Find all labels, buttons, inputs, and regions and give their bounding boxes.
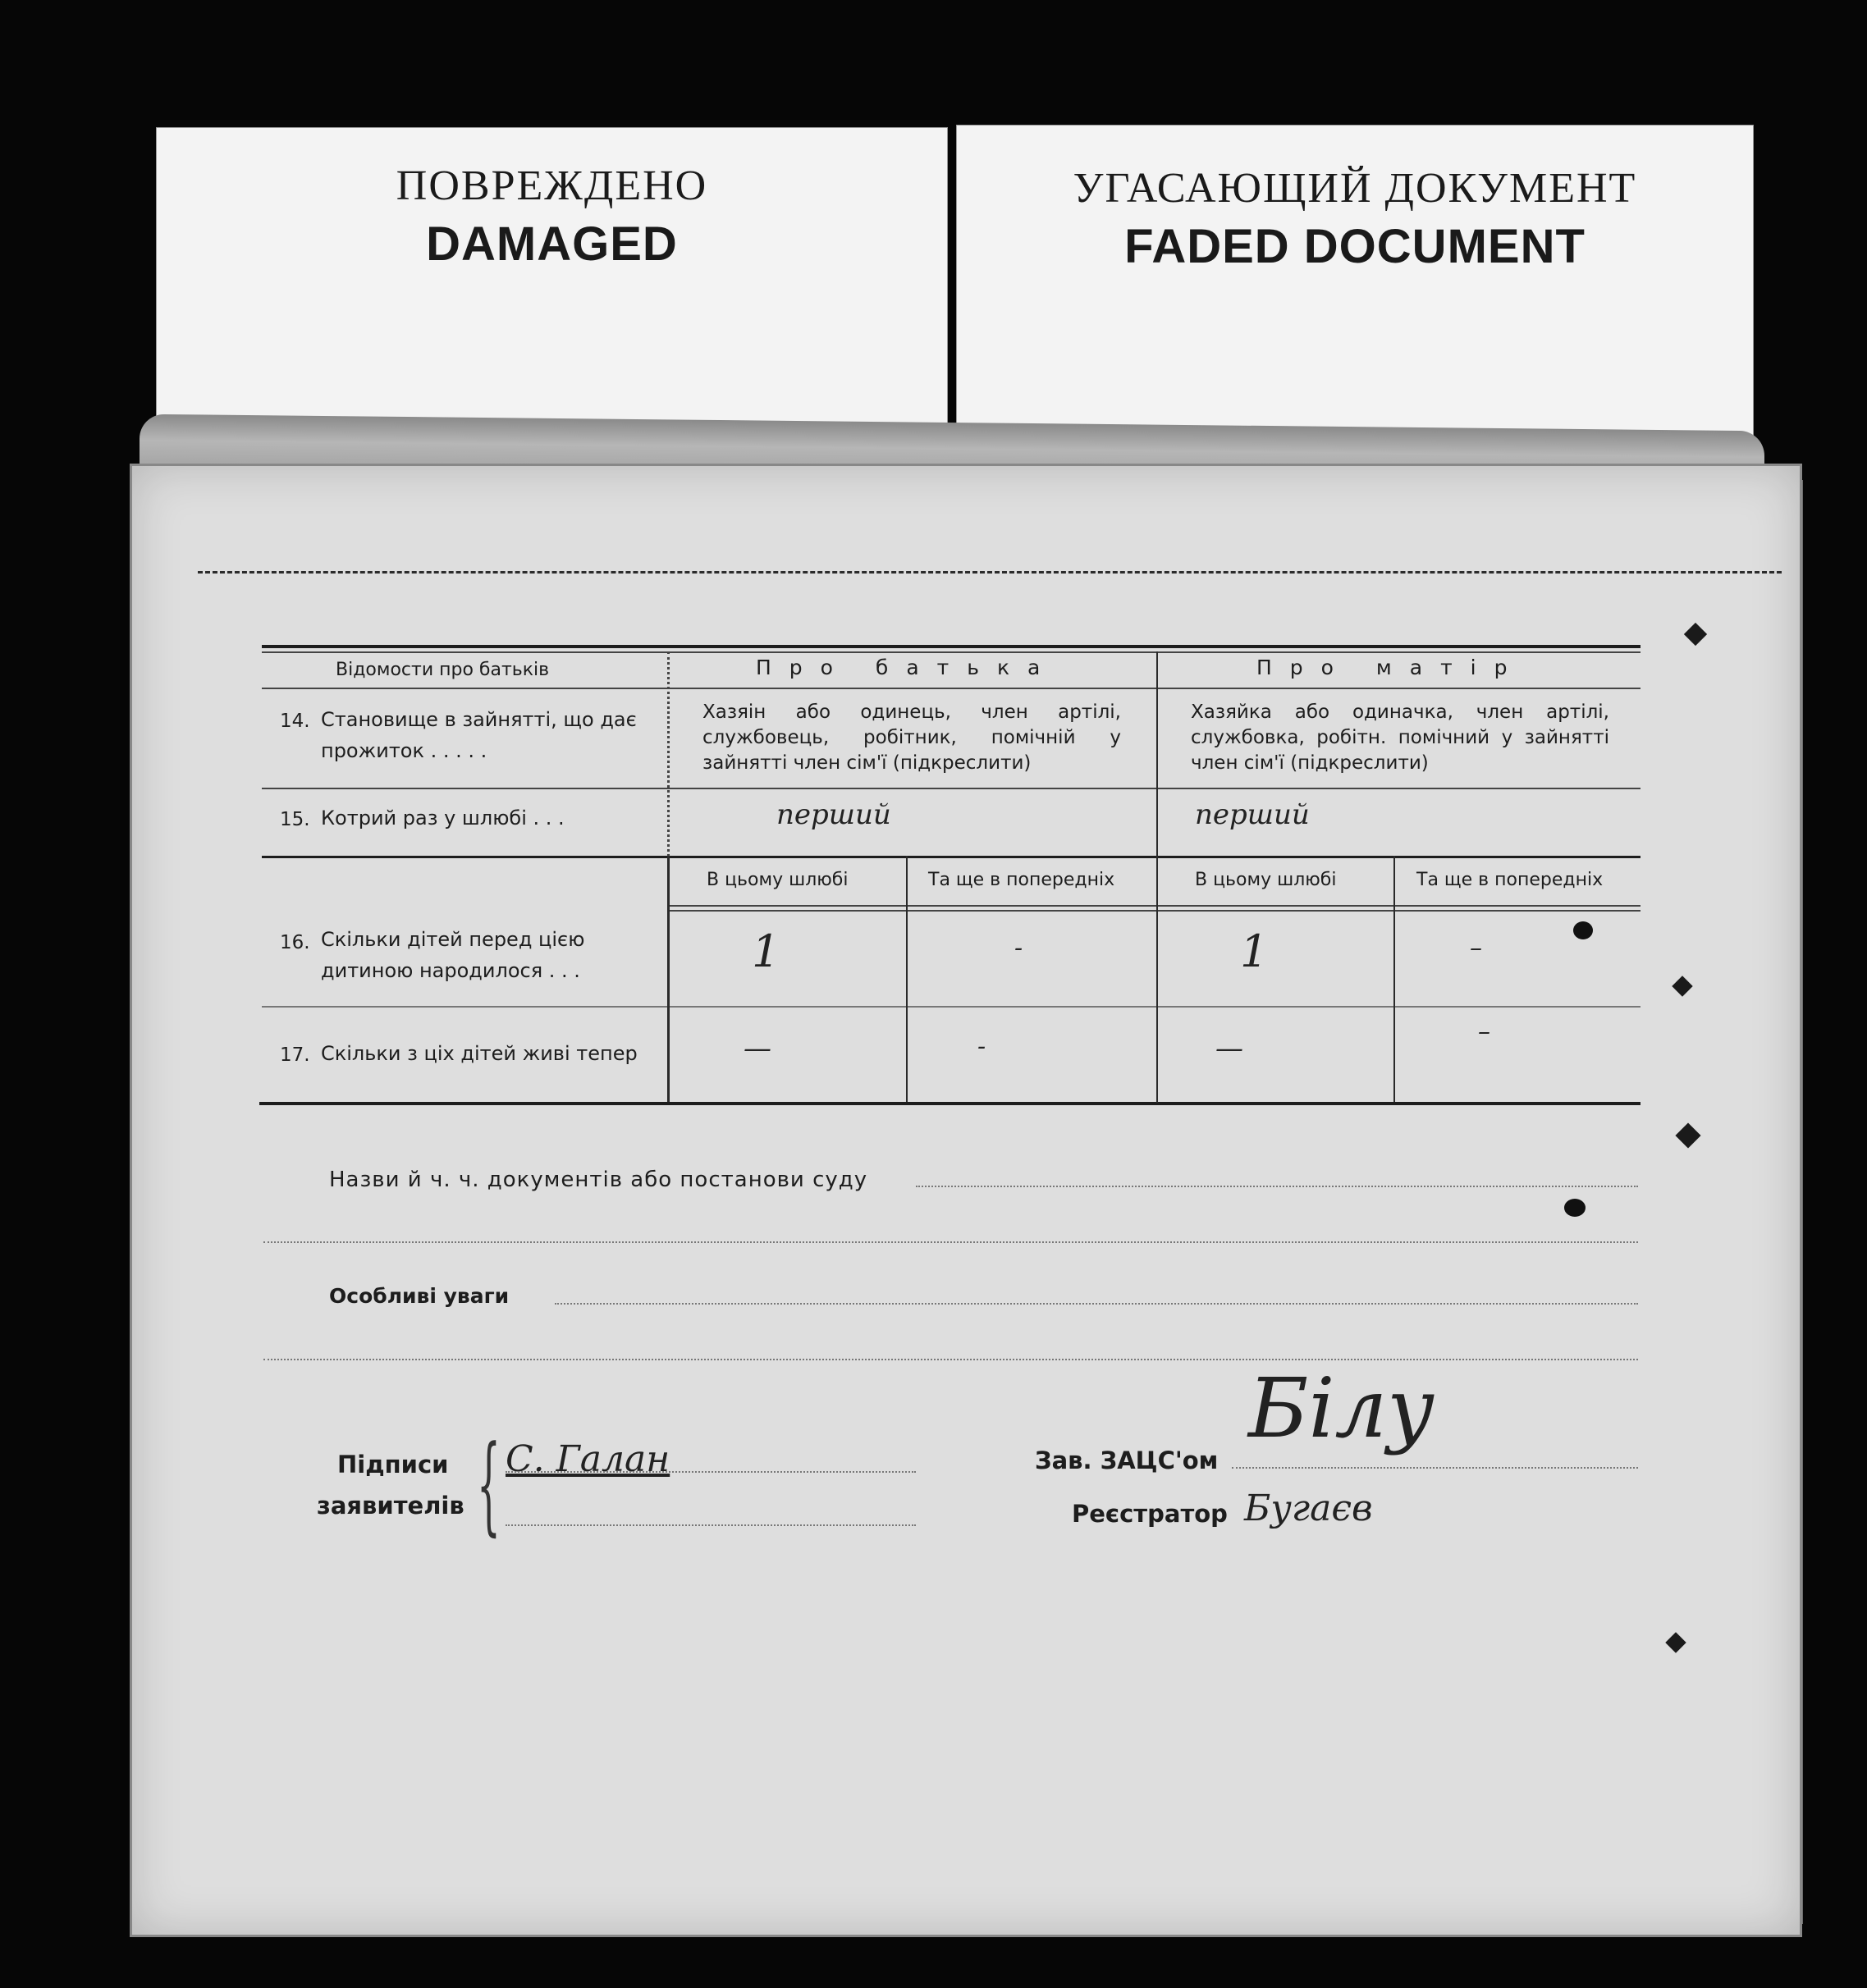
applicant-signature: С. Галан	[506, 1438, 670, 1480]
damaged-label-ua: ПОВРЕЖДЕНО	[396, 162, 708, 209]
row14-number: 14.	[280, 711, 310, 732]
binding-hole	[1675, 1122, 1700, 1148]
ink-blot	[1573, 921, 1593, 939]
documents-label: Назви й ч. ч. документів або постанови суду	[329, 1168, 868, 1192]
registrar-label: Реєстратор	[1072, 1500, 1228, 1528]
row16-number: 16.	[280, 932, 310, 953]
row14-mother-options: Хазяйка або одиначка, член артілі, службовка, робітн. помічний у зайнятті член сім'ї (підкреслити)	[1191, 702, 1609, 774]
head-signature: Бiлy	[1248, 1360, 1434, 1456]
row16-mother-this: 1	[1240, 925, 1269, 977]
row16-label: Скільки дітей перед цією дитиною народилося . . .	[321, 928, 585, 982]
row15-father-value: перший	[776, 798, 891, 831]
row14-father-options: Хазяін або одинець, член артілі, службовець, робітник, помічній у зайнятті член сім'ї (підкреслити)	[702, 702, 1121, 774]
row16-mother-prev: –	[1470, 934, 1482, 962]
faded-label-ua: УГАСАЮЩИЙ ДОКУМЕНТ	[1073, 165, 1637, 212]
binding-hole	[1684, 623, 1707, 646]
applicants-label-line2: заявителів	[317, 1492, 464, 1520]
row14-label: Становище в зайнятті, що дає прожиток . . . . .	[321, 708, 637, 762]
faded-document-card	[956, 125, 1754, 441]
header-parents-info: Відомости про батьків	[336, 660, 550, 680]
header-mother: Про матір	[1256, 656, 1526, 679]
father-previous-header: Та ще в попередніх	[928, 870, 1115, 890]
header-father: Про батька	[756, 656, 1059, 679]
perforation-line	[198, 571, 1782, 574]
registrar-signature: Бугаєв	[1244, 1488, 1373, 1529]
row15-number: 15.	[280, 809, 310, 830]
document-sheet	[130, 464, 1802, 1937]
damaged-card	[156, 127, 948, 437]
row17-number: 17.	[280, 1044, 310, 1066]
ink-blot	[1564, 1199, 1586, 1217]
notes-label: Особливі уваги	[329, 1284, 510, 1308]
applicants-label-line1: Підписи	[337, 1451, 449, 1478]
mother-previous-header: Та ще в попередніх	[1416, 870, 1604, 890]
faded-label-en: FADED DOCUMENT	[1124, 220, 1586, 273]
damaged-label-en: DAMAGED	[426, 217, 678, 271]
row17-mother-this: —	[1215, 1032, 1243, 1065]
row15-mother-value: перший	[1195, 798, 1310, 831]
binding-hole	[1672, 976, 1692, 996]
table-top-rule	[262, 645, 1640, 648]
father-this-marriage-header: В цьому шлюбі	[707, 870, 849, 890]
binding-hole	[1665, 1632, 1686, 1652]
head-registry-label: Зав. ЗАЦС'ом	[1035, 1446, 1219, 1474]
row17-label: Скільки з ціх дітей живі тепер	[321, 1042, 638, 1065]
row16-father-this: 1	[752, 925, 780, 977]
row15-label: Котрий раз у шлюбі . . .	[321, 807, 565, 829]
mother-this-marriage-header: В цьому шлюбі	[1195, 870, 1337, 890]
row16-father-prev: -	[1014, 934, 1023, 962]
row17-father-prev: -	[977, 1032, 986, 1061]
applicants-brace: {	[477, 1422, 501, 1547]
row17-father-this: —	[744, 1032, 771, 1065]
row17-mother-prev: –	[1478, 1017, 1490, 1046]
